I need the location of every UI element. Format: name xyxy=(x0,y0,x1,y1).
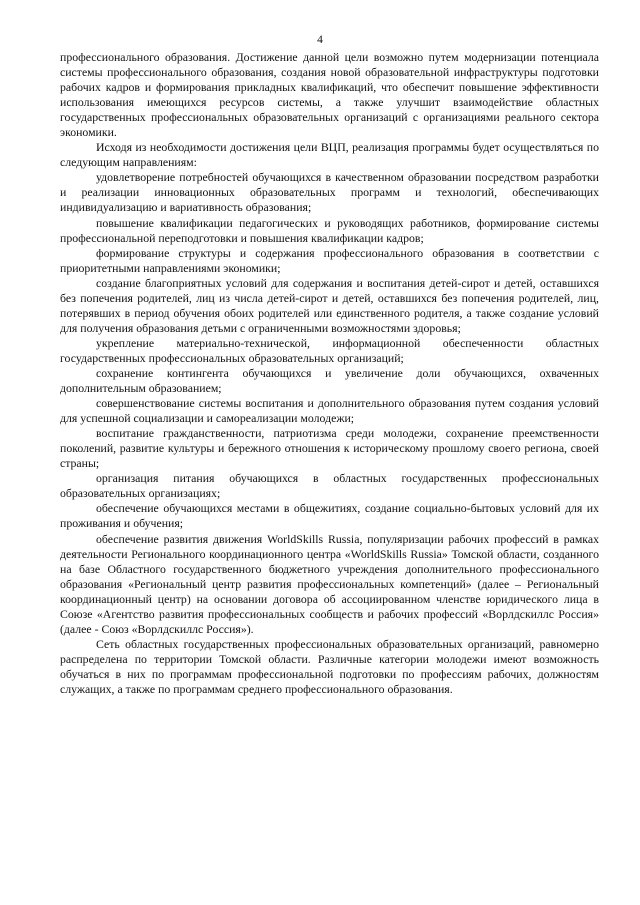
list-item-direction: совершенствование системы воспитания и дополнительного образования путем создания условий для успешной социализации и самореализации молодежи; xyxy=(60,396,599,426)
list-item-direction: обеспечение обучающихся местами в общежитиях, создание социально-бытовых условий для их проживания и обучения; xyxy=(60,501,599,531)
list-item-direction: сохранение контингента обучающихся и увеличение доли обучающихся, охваченных дополнительным образованием; xyxy=(60,365,599,396)
list-item-direction: укрепление материально-технической, информационной обеспеченности областных государственных профессиональных образовательных организаций; xyxy=(60,335,599,365)
list-item-direction: обеспечение развития движения WorldSkills Russia, популяризации рабочих профессий в рамках деятельности Регионального координационного центра «WorldSkills Russia» Томской области, созданного на базе Областного государственного бюджетного учреждения дополнительного профессионального образования «Региональный центр развития профессиональных компетенций» (далее – Региональный координационный центр) на основании договора об ассоциированном членстве юридического лица в Союзе «Агентство развития профессиональных сообществ и рабочих профессий «Ворлдскиллс Россия» (далее - Союз «Ворлдскиллс Россия»). xyxy=(60,531,599,636)
list-item-direction: повышение квалификации педагогических и руководящих работников, формирование системы профессиональной переподготовки и повышения квалификации кадров; xyxy=(60,215,599,245)
paragraph-intro-continuation: профессионального образования. Достижение данной цели возможно путем модернизации потенциала системы профессионального образования, создания новой образовательной инфраструктуры подготовки рабочих кадров и формирования прикладных квалификаций, что обеспечит повышение эффективности использования имеющихся ресурсов системы, а также улучшит взаимодействие областных государственных профессиональных образовательных организаций с организациями реального сектора экономики. xyxy=(60,50,599,140)
list-item-direction: воспитание гражданственности, патриотизма среди молодежи, сохранение преемственности поколений, развитие культуры и бережного отношения к историческому прошлому своего региона, своей страны; xyxy=(60,426,599,471)
list-item-direction: создание благоприятных условий для содержания и воспитания детей-сирот и детей, оставшихся без попечения родителей, лиц из числа детей-сирот и детей, оставшихся без попечения родителей, лиц, потерявших в период обучения обоих родителей или единственного родителя, а также создание условий для получения образования детьми с ограниченными возможностями здоровья; xyxy=(60,275,599,335)
paragraph-network: Сеть областных государственных профессиональных образовательных организаций, равномерно распределена по территории Томской области. Различные категории молодежи имеют возможность обучаться в них по программам профессиональной подготовки по профессиям рабочих, должностям служащих, а также по программам среднего профессионального образования. xyxy=(60,636,599,696)
list-item-direction: формирование структуры и содержания профессионального образования в соответствии с приоритетными направлениями экономики; xyxy=(60,245,599,275)
list-item-direction: удовлетворение потребностей обучающихся в качественном образовании посредством разработки и реализации инновационных образовательных программ и технологий, обеспечивающих индивидуализацию и вариативность образования; xyxy=(60,170,599,215)
page-number: 4 xyxy=(317,34,323,46)
list-item-direction: организация питания обучающихся в областных государственных профессиональных образовательных организациях; xyxy=(60,471,599,501)
document-body xyxy=(60,50,599,697)
paragraph-directions-intro: Исходя из необходимости достижения цели ВЦП, реализация программы будет осуществляться по следующим направлениям: xyxy=(60,140,599,170)
